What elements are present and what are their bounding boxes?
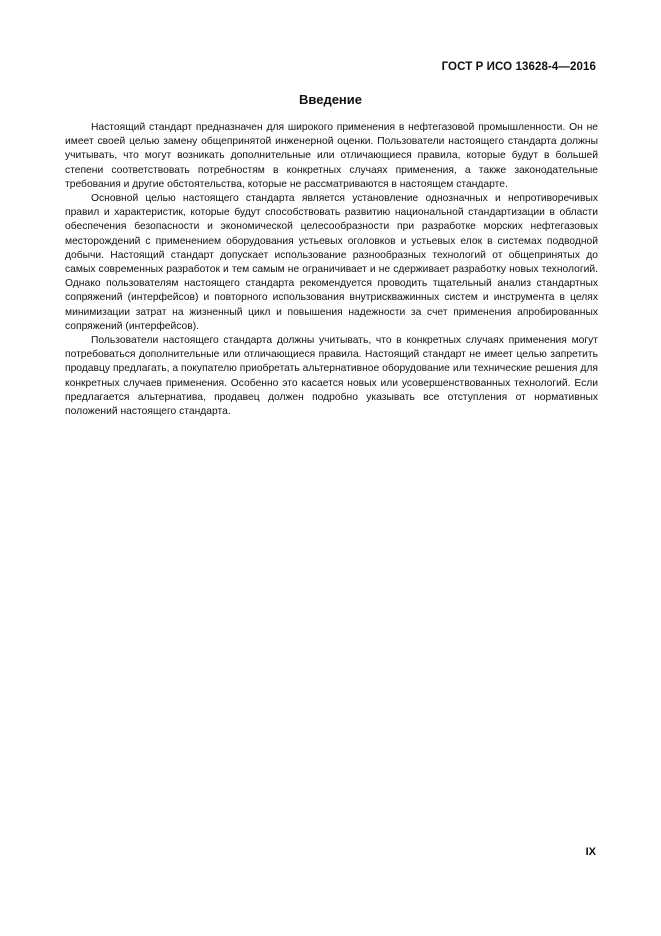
document-body bbox=[65, 121, 598, 419]
page-number: IX bbox=[585, 846, 596, 858]
document-standard-id: ГОСТ Р ИСО 13628-4—2016 bbox=[441, 61, 596, 73]
section-title: Введение bbox=[299, 92, 362, 107]
paragraph-3: Пользователи настоящего стандарта должны учитывать, что в конкретных случаях применения могут потребоваться дополнительные или отличающиеся правила. Настоящий стандарт не имеет целью запретить продавцу предлагать, а покупателю приобретать альтернативное оборудование или технические решения для конкретных случаев применения. Особенно это касается новых или усовершенствованных технологий. Если предлагается альтернатива, продавец должен подробно указывать все отступления от нормативных положений настоящего стандарта. bbox=[65, 335, 598, 418]
paragraph-2: Основной целью настоящего стандарта является установление однозначных и непротиворечивых правил и характеристик, которые будут способствовать развитию национальной стандартизации в области обеспечения безопасности и экономической целесообразности при разработке морских нефтегазовых месторождений с применением оборудования устьевых оголовков и устьевых елок в системах подводной добычи. Настоящий стандарт допускает использование разнообразных технологий от общепринятых до самых современных разработок и тем самым не ограничивает и не сдерживает разработку новых технологий. Однако пользователям настоящего стандарта рекомендуется проводить тщательный анализ стандартных сопряжений (интерфейсов) и повторного использования внутрискважинных систем и инструмента в целях минимизации затрат на жизненный цикл и повышения надежности за счет применения апробированных сопряжений (интерфейсов). bbox=[65, 193, 598, 332]
paragraph-1: Настоящий стандарт предназначен для широкого применения в нефтегазовой промышленности. Он не имеет своей целью замену общепринятой инженерной оценки. Пользователи настоящего стандарта должны учитывать, что могут возникать дополнительные или отличающиеся правила, которые будут в большей степени соответствовать потребностям в конкретных случаях применения, а также законодательные требования и другие обстоятельства, которые не рассматриваются в настоящем стандарте. bbox=[65, 122, 598, 190]
